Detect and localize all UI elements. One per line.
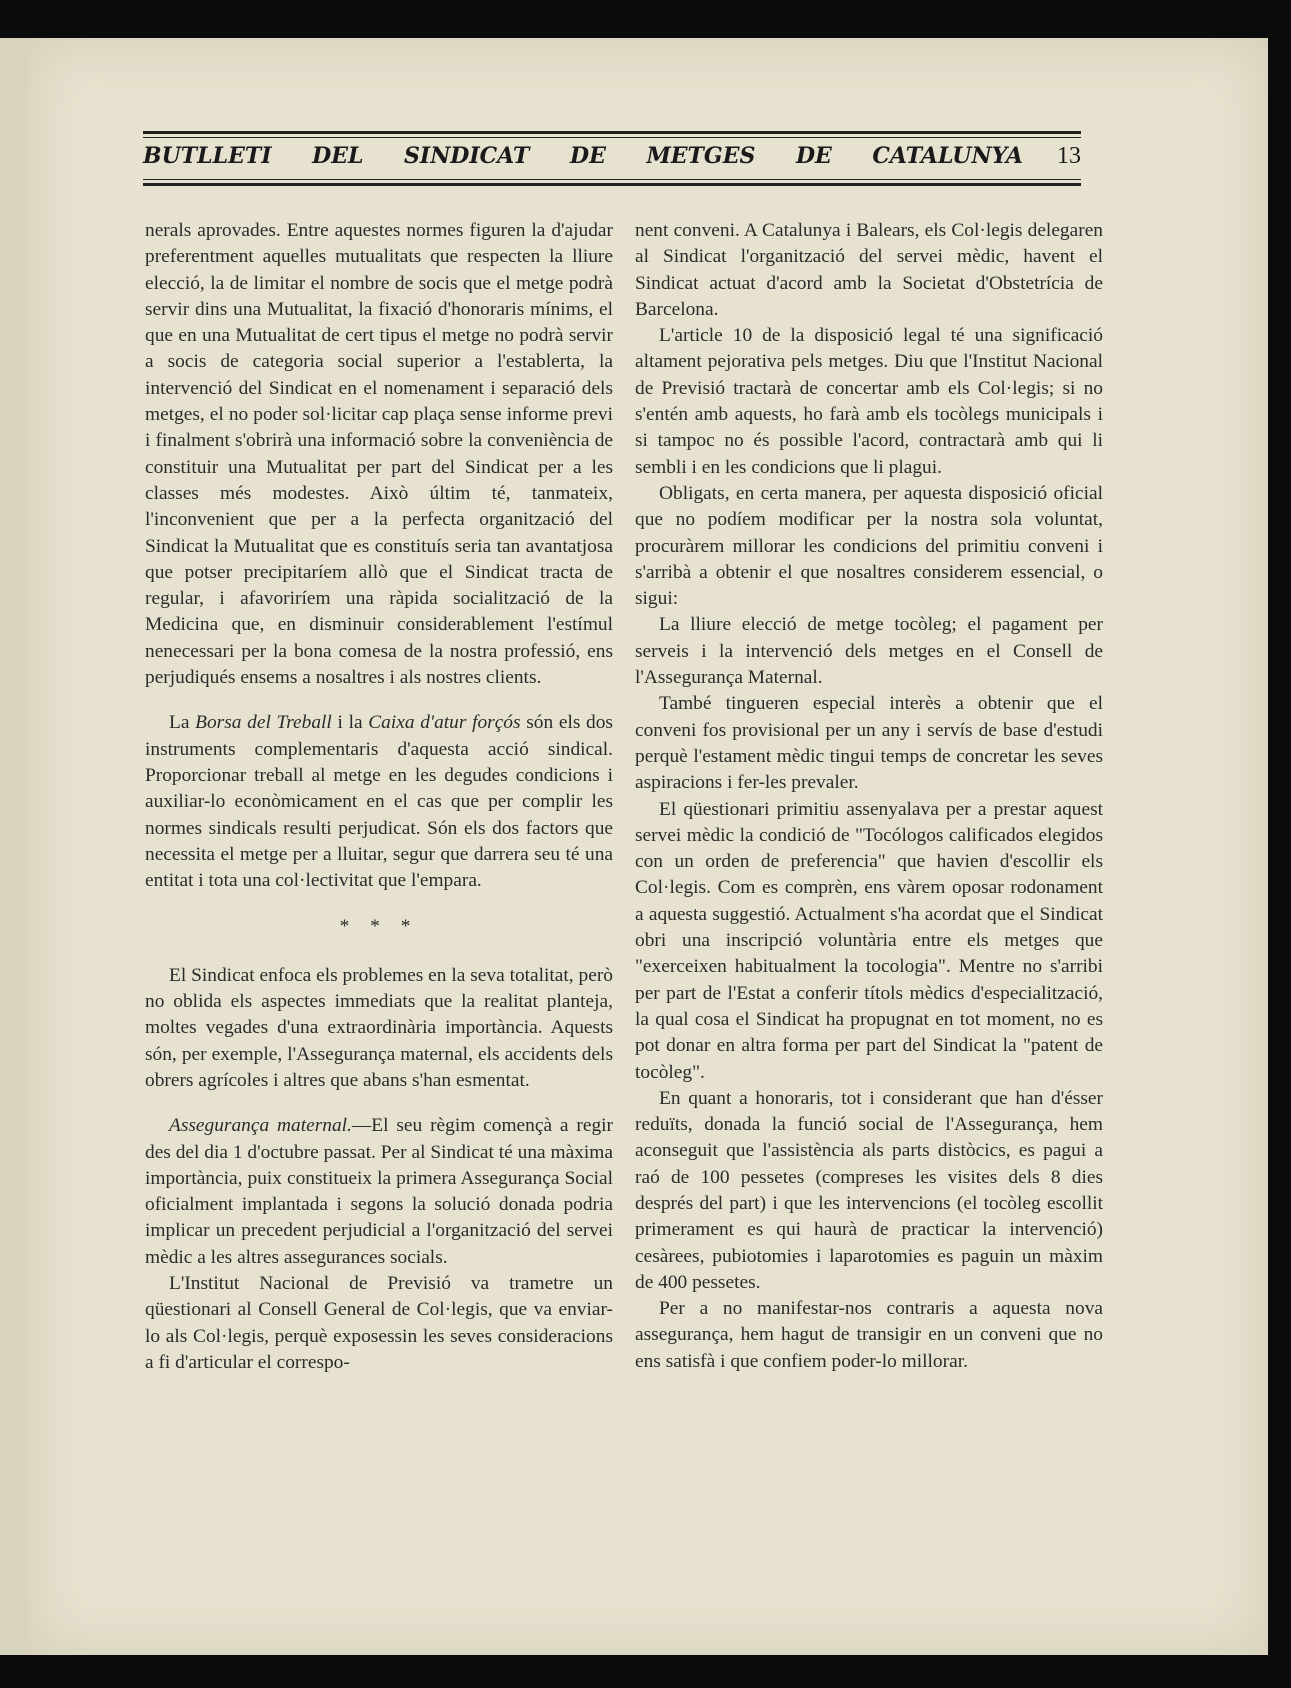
- paragraph: El Sindicat enfoca els problemes en la seva totalitat, però no oblida els aspectes immediats que la realitat planteja, moltes vegades d'una extraordinària importància. Aquests són, per exemple, l'Assegurança maternal, els accidents dels obrers agrícoles i altres que abans s'han esmentat.: [145, 964, 613, 1091]
- paragraph: L'Institut Nacional de Previsió va trametre un qüestionari al Consell General de Col·legis, que va enviar-lo als Col·legis, perquè exposessin les seves consideracions a fi d'articular el correspo-: [145, 1272, 613, 1373]
- paragraph-borsa: La Borsa del Treball i la Caixa d'atur forçós són els dos instruments complementaris d'aquesta acció sindical. Proporcionar treball al metge en les degudes condicions i auxiliar-lo econòmicament en el cas que per complir les normes sindicals resulti perjudicat. Són els dos factors que necessita el metge per a lluitar, segur que darrera seu té una entitat i tota una col·lectivitat que l'empara.: [145, 712, 613, 892]
- paragraph-assegurança: Assegurança maternal.—El seu règim començà a regir des del dia 1 d'octubre passat. Per al Sindicat té una màxima importància, puix constitueix la primera Assegurança Social oficialment implantada i segons la solució donada podria implicar un precedent perjudicial a l'organització del servei mèdic a les altres assegurances socials.: [145, 1115, 613, 1268]
- paragraph: També tingueren especial interès a obtenir que el conveni fos provisional per un any i servís de base d'estudi perquè l'estament mèdic tingui temps de concretar les seves aspiracions i fer-les prevaler.: [635, 693, 1103, 794]
- right-column: [635, 218, 1103, 1375]
- left-column: [145, 218, 613, 1376]
- header-rule: [143, 179, 1081, 180]
- paragraph: L'article 10 de la disposició legal té una significació altament pejorativa pels metges. Diu que l'Institut Nacional de Previsió tractarà de concertar amb els Col·legis; si no s'entén amb aquests, ho farà amb els tocòlegs municipals i si tampoc no és possible l'acord, contractarà amb qui li sembli i en les condicions que li plagui.: [635, 325, 1103, 478]
- page-number: 13: [1057, 143, 1081, 169]
- running-header: [143, 131, 1081, 189]
- header-rule: [143, 183, 1081, 186]
- title-word: DE: [795, 143, 832, 169]
- title-word: METGES: [646, 143, 756, 169]
- title-word: DE: [570, 143, 606, 169]
- section-heading: Assegurança maternal.: [169, 1115, 352, 1137]
- emphasis: Borsa del Treball: [195, 712, 332, 734]
- title-word: CATALUNYA: [872, 143, 1023, 169]
- header-rule: [143, 137, 1081, 138]
- header-rule: [143, 131, 1081, 134]
- paragraph: En quant a honoraris, tot i considerant que han d'ésser reduïts, donada la funció social de l'Assegurança, hem aconseguit que l'assistència als parts distòcics, es pagui a raó de 100 pessetes (compreses les visites dels 8 dies després del part) i que les intervencions (el tocòleg escollit primerament es qui haurà de practicar la intervenció) cesàrees, pubiotomies i laparotomies es paguin un màxim de 400 pessetes.: [635, 1087, 1103, 1293]
- paragraph: El qüestionari primitiu assenyalava per a prestar aquest servei mèdic la condició de "Tocólogos calificados elegidos con un orden de preferencia" que havien d'escollir els Col·legis. Com es comprèn, ens vàrem oposar rodonament a aquesta suggestió. Actualment s'ha acordat que el Sindicat obri una inscripció voluntària entre els metges que "exerceixen habitualment la tocologia". Mentre no s'arribi per part de l'Estat a conferir títols mèdics d'especialització, la qual cosa el Sindicat ha propugnat en tot moment, no es pot donar en altra forma per part del Sindicat la "patent de tocòleg".: [635, 798, 1103, 1083]
- title-word: DEL: [312, 143, 364, 169]
- paragraph: La lliure elecció de metge tocòleg; el pagament per serveis i la intervenció dels metges en el Consell de l'Assegurança Maternal.: [635, 614, 1103, 689]
- title-word: SINDICAT: [404, 143, 530, 169]
- emphasis: Caixa d'atur forçós: [368, 712, 521, 734]
- paragraph: Per a no manifestar-nos contraris a aquesta nova assegurança, hem hagut de transigir en un conveni que no ens satisfà i que confiem poder-lo millorar.: [635, 1298, 1103, 1372]
- title-word: BUTLLETI: [143, 143, 272, 169]
- paragraph: nent conveni. A Catalunya i Balears, els Col·legis delegaren al Sindicat l'organització del servei mèdic, havent el Sindicat actuat d'acord amb la Societat d'Obstetrícia de Barcelona.: [635, 220, 1103, 320]
- journal-title: [143, 143, 1023, 169]
- paragraph: Obligats, en certa manera, per aquesta disposició oficial que no podíem modificar per la nostra sola voluntat, procuràrem millorar les condicions del primitiu conveni i s'arribà a obtenir el que nosaltres considerem essencial, o sigui:: [635, 482, 1103, 610]
- adjacent-page-edge: [0, 38, 30, 1655]
- paragraph: nerals aprovades. Entre aquestes normes figuren la d'ajudar preferentment aquelles mutualitats que respecten la lliure elecció, la de limitar el nombre de socis que el metge podrà servir dins una Mutualitat, la fixació d'honoraris mínims, el que en una Mutualitat de cert tipus el metge no podrà servir a socis de categoria social superior a l'establerta, la intervenció del Sindicat en el nomenament i separació dels metges, el no poder sol·licitar cap plaça sense informe previ i finalment s'obrirà una informació sobre la conveniència de constituir una Mutualitat per part del Sindicat per a les classes més modestes. Això últim té, tanmateix, l'inconvenient que per a la perfecta organització del Sindicat la Mutualitat que es constituís seria tan avantatjosa que potser precipitaríem allò que el Sindicat tracta de regular, i afavoriríem una ràpida socialització de la Medicina que, en disminuir considerablement l'estímul nenecessari per la bona comesa de la nostra professió, ens perjudiqués ensems a nosaltres i als nostres clients.: [145, 220, 613, 689]
- section-separator: * * *: [339, 916, 419, 938]
